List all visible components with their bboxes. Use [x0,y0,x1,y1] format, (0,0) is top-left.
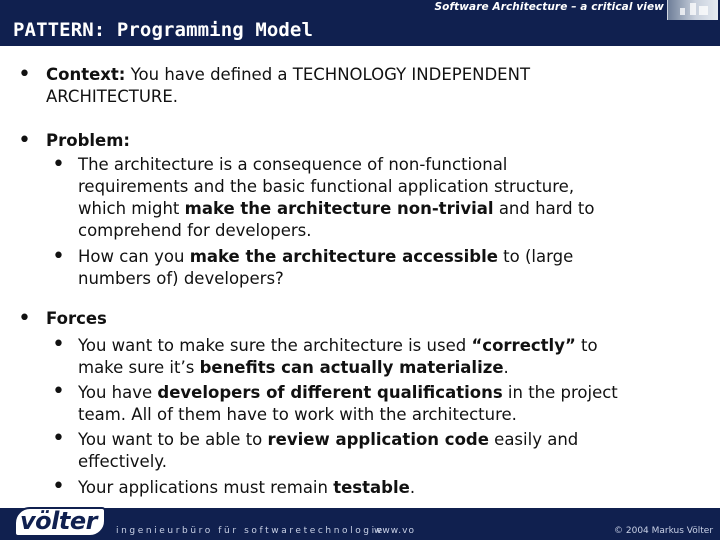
problem-b2-line-2: numbers of) developers? [78,269,284,288]
text: which might [78,199,185,218]
forces-b1-line-1 [78,335,678,357]
problem-b2-line-1 [78,246,678,268]
forces-heading: Forces [46,309,107,328]
text: to [575,336,598,355]
forces-b2-line-1 [78,382,678,404]
text: You want to be able to [78,430,268,449]
text: make sure it’s [78,358,200,377]
emphasis: review application code [267,430,489,449]
forces-b1-line-2 [78,357,678,379]
bullet-dot: • [18,128,31,153]
deck-subtitle: Software Architecture – a critical view [434,1,664,13]
text: Your applications must remain [78,478,334,497]
context-label: Context: [46,65,126,84]
footer-tagline: ingenieurbüro für softwaretechnologie [116,526,385,536]
text: . [409,478,416,497]
forces-b3-line-1 [78,429,678,451]
problem-b1-line-1: The architecture is a consequence of non-functional [78,155,508,174]
bullet-dot: • [18,306,31,331]
text: . [503,358,509,377]
problem-b1-line-3 [78,198,678,220]
context-text: You have defined a TECHNOLOGY INDEPENDENT [130,65,531,84]
text: in the project [502,383,618,402]
sub-bullet-dot: • [52,244,65,269]
text: to (large [497,247,574,266]
sub-bullet-dot: • [52,379,65,404]
sub-bullet-dot: • [52,426,65,451]
forces-b3-line-2: effectively. [78,452,167,471]
sub-bullet-dot: • [52,332,65,357]
problem-heading: Problem: [46,131,131,150]
text: You want to make sure the architecture is used [78,336,472,355]
text: easily and [488,430,579,449]
emphasis: make the architecture accessible [189,247,498,266]
footer-url: www.vo [374,526,415,536]
emphasis: “correctly” [471,336,576,355]
corner-decoration-image [667,0,718,20]
sub-bullet-dot: • [52,474,65,499]
text: How can you [78,247,190,266]
emphasis: make the architecture non-trivial [184,199,494,218]
logo-text: völter [20,507,97,535]
emphasis: testable [333,478,410,497]
context-line-2: ARCHITECTURE. [46,87,179,106]
sub-bullet-dot: • [52,152,65,177]
emphasis: developers of different qualifications [157,383,503,402]
text: You have [78,383,158,402]
footer-copyright: © 2004 Markus Völter [614,526,714,536]
bullet-dot: • [18,62,31,87]
text: and hard to [493,199,595,218]
problem-b1-line-2: requirements and the basic functional application structure, [78,177,575,196]
forces-b2-line-2: team. All of them have to work with the architecture. [78,405,517,424]
context-line-1 [46,64,666,86]
slide-title: PATTERN: Programming Model [13,19,314,41]
problem-b1-line-4: comprehend for developers. [78,221,312,240]
voelter-logo [14,507,106,537]
emphasis: benefits can actually materialize [199,358,504,377]
forces-b4-line-1 [78,477,678,499]
